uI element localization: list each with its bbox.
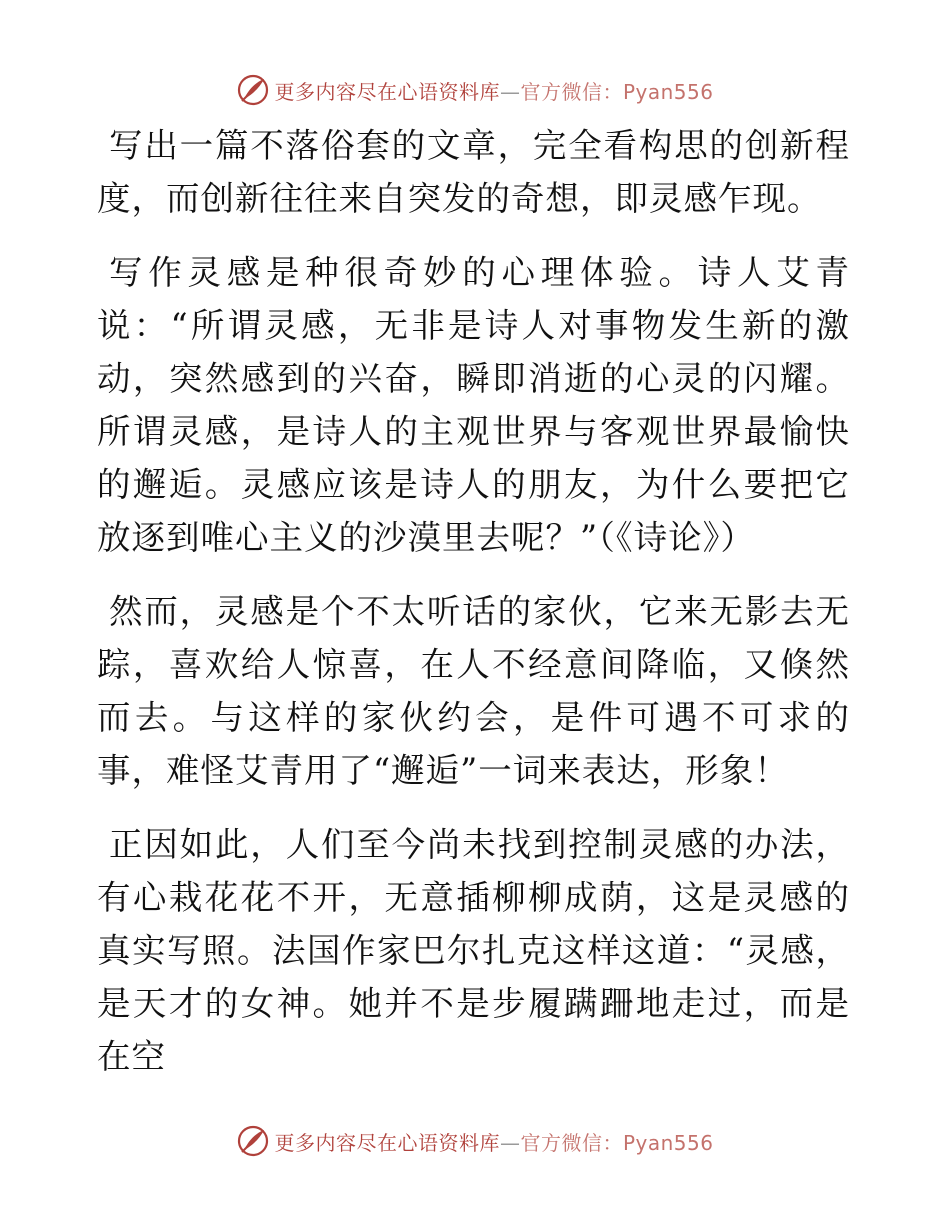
paragraph-2: 写作灵感是种很奇妙的心理体验。诗人艾青说：“所谓灵感，无非是诗人对事物发生新的激动，突然感到的兴奋，瞬即消逝的心灵的闪耀。所谓灵感，是诗人的主观世界与客观世界最愉快的邂逅。灵感应该是诗人的朋友，为什么要把它放逐到唯心主义的沙漠里去呢？”（《诗论》） bbox=[97, 253, 850, 557]
paragraph-3: 然而，灵感是个不太听话的家伙，它来无影去无踪，喜欢给人惊喜，在人不经意间降临，又倏然而去。与这样的家伙约会，是件可遇不可求的事，难怪艾青用了“邂逅”一词来表达，形象！ bbox=[97, 592, 850, 790]
footer-dash: — bbox=[499, 1130, 521, 1155]
feather-pen-logo-icon bbox=[236, 1124, 270, 1158]
footer-banner bbox=[0, 1121, 950, 1161]
article-body bbox=[97, 119, 850, 1104]
banner-wechat: 官方微信：Pyan556 bbox=[520, 79, 714, 104]
banner-dash: — bbox=[499, 79, 521, 104]
paragraph-1: 写出一篇不落俗套的文章，完全看构思的创新程度，而创新往往来自突发的奇想，即灵感乍现。 bbox=[97, 126, 850, 218]
paragraph-4: 正因如此，人们至今尚未找到控制灵感的办法，有心栽花花不开，无意插柳柳成荫，这是灵感的真实写照。法国作家巴尔扎克这样这道：“灵感，是天才的女神。她并不是步履蹒跚地走过，而是在空 bbox=[97, 825, 850, 1076]
feather-pen-logo-icon bbox=[236, 73, 270, 107]
banner-site-name: 更多内容尽在心语资料库 bbox=[274, 79, 500, 104]
footer-wechat: 官方微信：Pyan556 bbox=[520, 1130, 714, 1155]
header-banner bbox=[0, 70, 950, 110]
footer-site-name: 更多内容尽在心语资料库 bbox=[274, 1130, 500, 1155]
